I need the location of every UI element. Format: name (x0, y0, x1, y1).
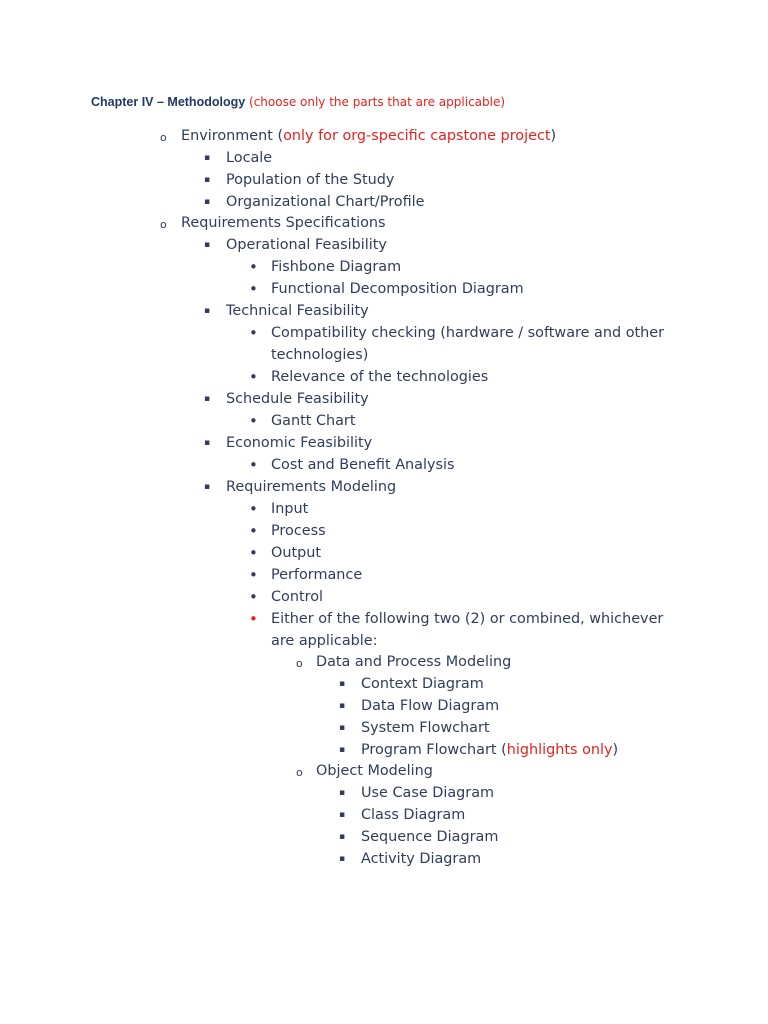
square-bullet-icon: ▪ (339, 679, 346, 689)
list-item: Gantt Chart (271, 413, 356, 429)
list-item: Compatibility checking (hardware / software and other (271, 325, 665, 341)
list-item-schedule-feasibility: Schedule Feasibility (226, 391, 369, 407)
dot-bullet-icon: • (249, 588, 258, 606)
dot-bullet-icon: • (249, 280, 258, 298)
list-item: Class Diagram (361, 807, 466, 823)
program-flowchart-note: highlights only (506, 742, 613, 758)
dot-bullet-icon: • (249, 500, 258, 518)
list-item-technical-feasibility: Technical Feasibility (226, 303, 369, 319)
square-bullet-icon: ▪ (339, 810, 346, 820)
list-item-environment (181, 125, 556, 147)
environment-note: only for org-specific capstone project (283, 128, 551, 144)
square-bullet-icon: ▪ (339, 701, 346, 711)
list-item-operational-feasibility: Operational Feasibility (226, 237, 387, 253)
list-item: Relevance of the technologies (271, 369, 489, 385)
dot-bullet-icon: • (249, 456, 258, 474)
list-item-object-modeling: Object Modeling (316, 763, 433, 779)
square-bullet-icon: ▪ (204, 438, 211, 448)
list-item-economic-feasibility: Economic Feasibility (226, 435, 373, 451)
list-item: Organizational Chart/Profile (226, 194, 425, 210)
list-item-requirements-modeling: Requirements Modeling (226, 479, 397, 495)
either-note: Either of the following two (2) or combined, whichever (271, 611, 664, 627)
program-flowchart-label: Program Flowchart ( (361, 742, 507, 758)
list-item-data-process-modeling: Data and Process Modeling (316, 654, 512, 670)
list-item: Output (271, 545, 321, 561)
list-item: Population of the Study (226, 172, 395, 188)
dot-bullet-icon: • (249, 610, 258, 628)
list-item: Fishbone Diagram (271, 259, 402, 275)
environment-close: ) (550, 128, 557, 144)
note-open: ( (245, 95, 254, 109)
list-item: Activity Diagram (361, 851, 482, 867)
square-bullet-icon: ▪ (204, 394, 211, 404)
square-bullet-icon: ▪ (204, 240, 211, 250)
list-item: Locale (226, 150, 273, 166)
list-item: Process (271, 523, 326, 539)
list-item: Performance (271, 567, 363, 583)
list-item: Use Case Diagram (361, 785, 495, 801)
list-item: Functional Decomposition Diagram (271, 281, 524, 297)
circle-bullet-icon: o (296, 766, 303, 779)
square-bullet-icon: ▪ (204, 197, 211, 207)
square-bullet-icon: ▪ (339, 788, 346, 798)
either-note-continuation: are applicable: (271, 633, 378, 649)
square-bullet-icon: ▪ (204, 175, 211, 185)
list-item: Context Diagram (361, 676, 484, 692)
square-bullet-icon: ▪ (204, 153, 211, 163)
square-bullet-icon: ▪ (339, 832, 346, 842)
dot-bullet-icon: • (249, 368, 258, 386)
square-bullet-icon: ▪ (204, 306, 211, 316)
list-item: Input (271, 501, 309, 517)
list-item-continuation: technologies) (271, 347, 369, 363)
list-item: Control (271, 589, 324, 605)
list-item: Data Flow Diagram (361, 698, 500, 714)
note-close: ) (500, 95, 506, 109)
list-item-program-flowchart (361, 739, 618, 761)
dot-bullet-icon: • (249, 544, 258, 562)
dot-bullet-icon: • (249, 324, 258, 342)
list-item: Cost and Benefit Analysis (271, 457, 455, 473)
program-flowchart-close: ) (612, 742, 619, 758)
square-bullet-icon: ▪ (339, 854, 346, 864)
square-bullet-icon: ▪ (204, 482, 211, 492)
dot-bullet-icon: • (249, 522, 258, 540)
square-bullet-icon: ▪ (339, 723, 346, 733)
list-item: System Flowchart (361, 720, 490, 736)
list-item-requirements-specifications: Requirements Specifications (181, 215, 386, 231)
circle-bullet-icon: o (296, 657, 303, 670)
applicable-note: choose only the parts that are applicable (253, 95, 501, 109)
chapter-heading (91, 93, 505, 111)
dot-bullet-icon: • (249, 566, 258, 584)
square-bullet-icon: ▪ (339, 745, 346, 755)
chapter-title: Chapter IV – Methodology (91, 95, 246, 109)
dot-bullet-icon: • (249, 258, 258, 276)
circle-bullet-icon: o (160, 218, 167, 231)
circle-bullet-icon: o (160, 131, 167, 144)
list-item: Sequence Diagram (361, 829, 499, 845)
environment-label: Environment ( (181, 128, 284, 144)
dot-bullet-icon: • (249, 412, 258, 430)
